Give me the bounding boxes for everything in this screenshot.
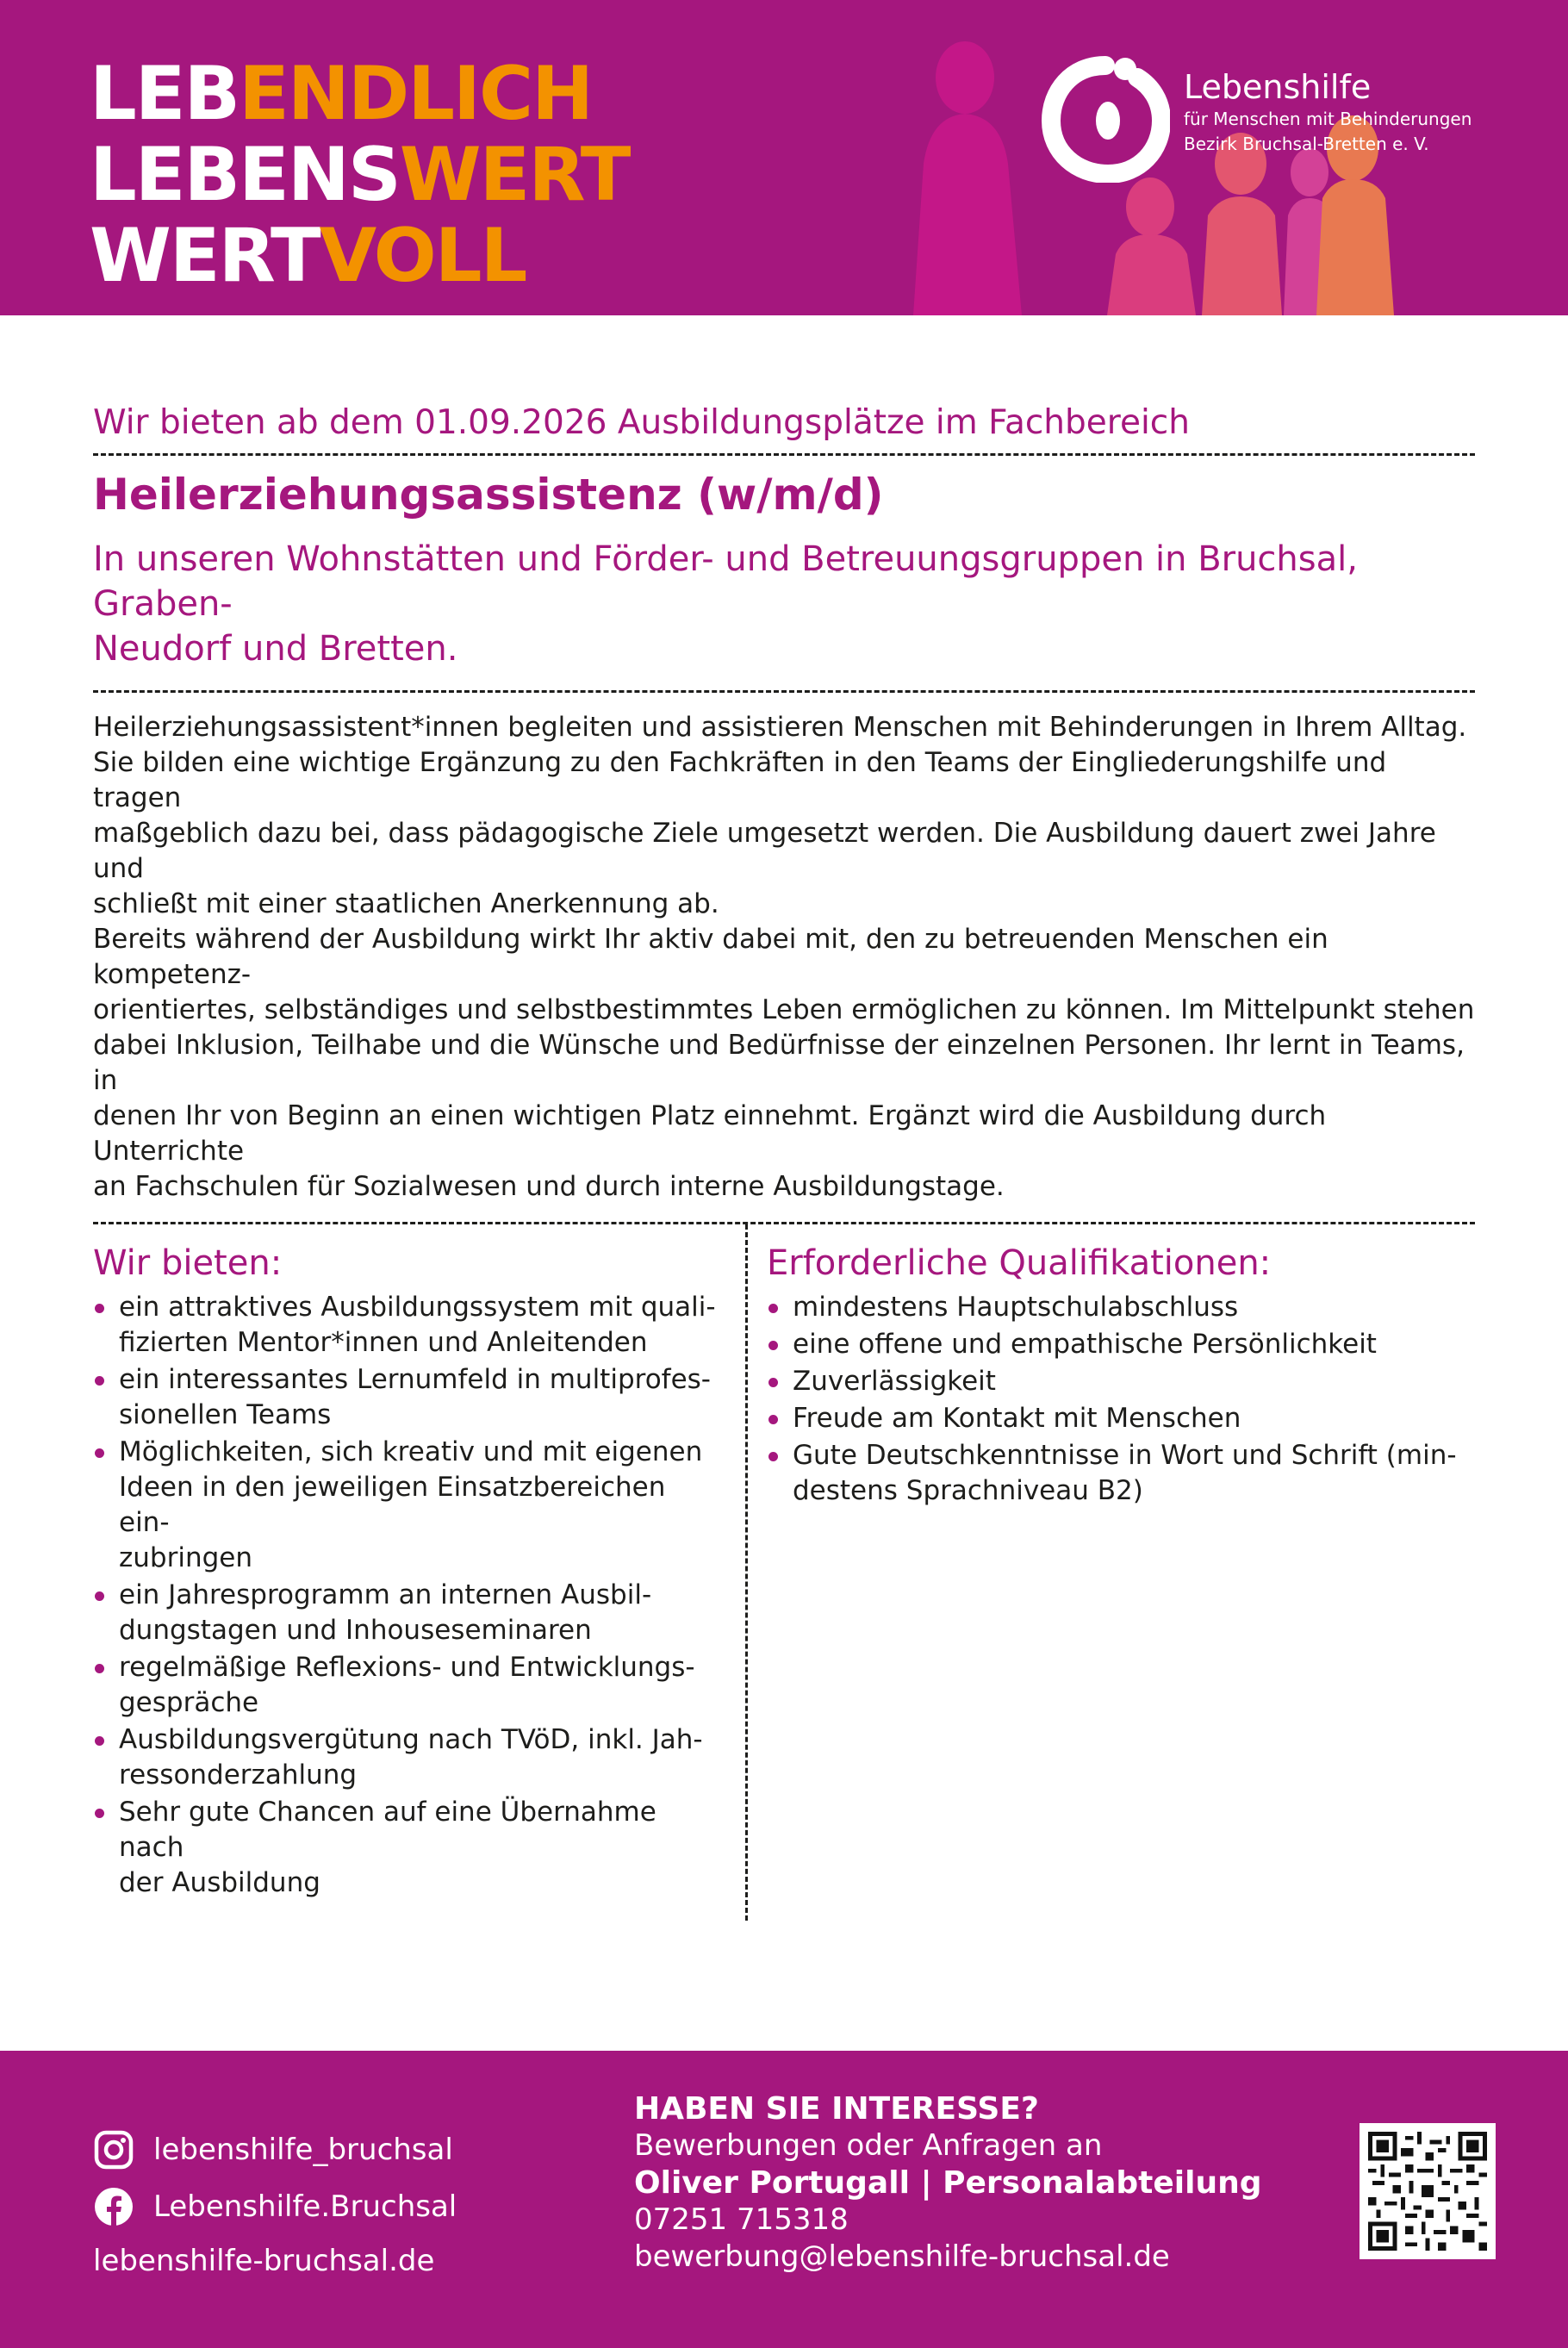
website-link[interactable]: lebenshilfe-bruchsal.de (93, 2244, 435, 2278)
list-item: Sehr gute Chancen auf eine Übernahme nach der Ausbildung (93, 1795, 722, 1901)
list-item: Möglichkeiten, sich kreativ und mit eigenen Ideen in den jeweiligen Einsatzbereichen ein- zubringen (93, 1435, 722, 1576)
contact-email[interactable]: bewerbung@lebenshilfe-bruchsal.de (634, 2239, 1170, 2274)
list-item: mindestens Hauptschulabschluss (767, 1290, 1475, 1325)
qualifications-list (767, 1290, 1475, 1509)
qualifications-section (767, 1242, 1475, 1510)
slogan-line-3: WERTVOLL (90, 213, 526, 299)
list-item: eine offene und empathische Persönlichkeit (767, 1327, 1475, 1362)
intro-line: Wir bieten ab dem 01.09.2026 Ausbildungsplätze im Fachbereich (93, 403, 1190, 442)
column-divider (745, 1224, 748, 1921)
logo-name: Lebenshilfe (1184, 68, 1372, 106)
qualifications-heading: Erforderliche Qualifikationen: (767, 1243, 1272, 1283)
facebook-handle: Lebenshilfe.Bruchsal (153, 2189, 457, 2224)
description-line: Bereits während der Ausbildung wirkt Ihr aktiv dabei mit, den zu betreuenden Menschen ein kompetenz- (93, 924, 1328, 990)
description-line: denen Ihr von Beginn an einen wichtigen Platz einnehmt. Ergänzt wird die Ausbildung durch Unterrichte (93, 1100, 1327, 1167)
logo-subtitle-2: Bezirk Bruchsal-Bretten e. V. (1184, 134, 1429, 154)
offer-section (93, 1242, 722, 1903)
description-line: dabei Inklusion, Teilhabe und die Wünsche und Bedürfnisse der einzelnen Personen. Ihr lernt in Teams, in (93, 1030, 1465, 1096)
job-title: Heilerziehungsassistenz (w/m/d) (93, 470, 884, 520)
divider (93, 690, 1475, 693)
logo-text (1184, 67, 1472, 157)
offer-list (93, 1290, 722, 1901)
social-links (93, 2121, 457, 2278)
contact-phone[interactable]: 07251 715318 (634, 2202, 849, 2237)
facebook-icon (93, 2186, 134, 2227)
divider (93, 453, 1475, 456)
job-description (93, 710, 1475, 1205)
slogan-line-1: LEBENDLICH (90, 51, 593, 137)
list-item: ein attraktives Ausbildungssystem mit quali- fizierten Mentor*innen und Anleitenden (93, 1290, 722, 1361)
facebook-link[interactable] (93, 2178, 457, 2235)
description-line: Sie bilden eine wichtige Ergänzung zu den Fachkräften in den Teams der Eingliederungshilfe und tragen (93, 747, 1387, 813)
description-line: Heilerziehungsassistent*innen begleiten und assistieren Menschen mit Behinderungen in Ihrem Alltag. (93, 712, 1467, 743)
header-banner (0, 0, 1568, 315)
description-line: an Fachschulen für Sozialwesen und durch interne Ausbildungstage. (93, 1171, 1005, 1202)
subtitle-line: In unseren Wohnstätten und Förder- und Betreuungsgruppen in Bruchsal, Graben- (93, 539, 1358, 624)
description-line: maßgeblich dazu bei, dass pädagogische Ziele umgesetzt werden. Die Ausbildung dauert zwei Jahre und (93, 818, 1436, 884)
slogan (90, 51, 630, 299)
list-item: Freude am Kontakt mit Menschen (767, 1401, 1475, 1436)
subtitle-line: Neudorf und Bretten. (93, 629, 458, 669)
lebenshilfe-logo-icon (1041, 53, 1170, 183)
list-item: Zuverlässigkeit (767, 1364, 1475, 1399)
description-line: orientiertes, selbständiges und selbstbestimmtes Leben ermöglichen zu können. Im Mittelpunkt stehen (93, 994, 1475, 1025)
main-content (93, 402, 1475, 1921)
contact-person: Oliver Portugall | Personalabteilung (634, 2165, 1262, 2201)
contact-block (634, 2090, 1262, 2276)
details-columns (93, 1224, 1475, 1921)
contact-heading: HABEN SIE INTERESSE? (634, 2091, 1039, 2127)
list-item: ein interessantes Lernumfeld in multiprofes- sionellen Teams (93, 1362, 722, 1433)
list-item: ein Jahresprogramm an internen Ausbil- dungstagen und Inhouseseminaren (93, 1578, 722, 1648)
logo-subtitle-1: für Menschen mit Behinderungen (1184, 109, 1472, 129)
offer-heading: Wir bieten: (93, 1243, 283, 1283)
list-item: regelmäßige Reflexions- und Entwicklungs- gespräche (93, 1650, 722, 1721)
list-item: Gute Deutschkenntnisse in Wort und Schrift (min- destens Sprachniveau B2) (767, 1438, 1475, 1509)
slogan-line-2: LEBENSWERT (90, 132, 630, 218)
instagram-link[interactable] (93, 2121, 457, 2178)
description-line: schließt mit einer staatlichen Anerkennung ab. (93, 888, 719, 919)
qr-code-icon (1368, 2132, 1487, 2251)
job-subtitle (93, 537, 1475, 671)
contact-intro: Bewerbungen oder Anfragen an (634, 2128, 1103, 2163)
instagram-icon (93, 2129, 134, 2170)
footer (0, 2051, 1568, 2348)
instagram-handle: lebenshilfe_bruchsal (153, 2133, 453, 2167)
qr-code[interactable] (1360, 2123, 1496, 2259)
list-item: Ausbildungsvergütung nach TVöD, inkl. Jah- ressonderzahlung (93, 1722, 722, 1793)
